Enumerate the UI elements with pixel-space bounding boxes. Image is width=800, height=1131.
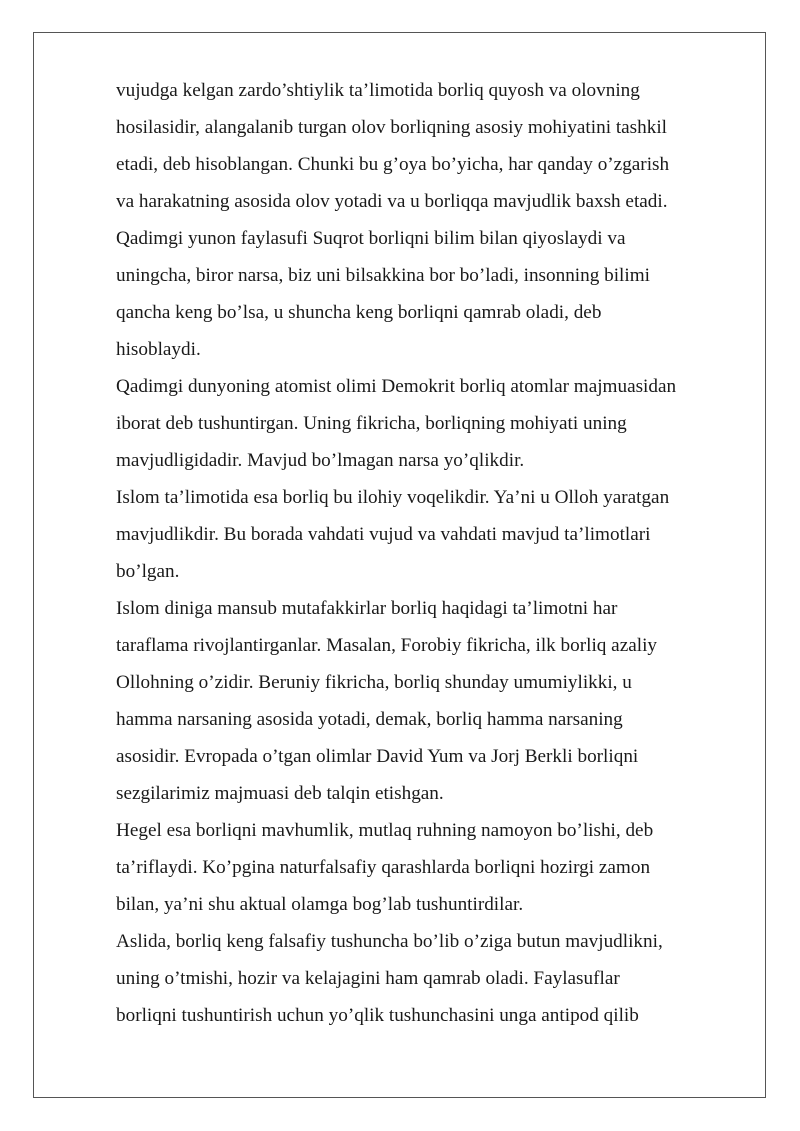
text-line: bilan, ya’ni shu aktual olamga bog’lab tushuntirdilar.: [116, 894, 524, 915]
text-line: borliqni tushuntirish uchun yo’qlik tushunchasini unga antipod qilib: [116, 1005, 639, 1026]
document-body: [116, 72, 756, 1034]
text-line: sezgilarimiz majmuasi deb talqin etishgan.: [116, 783, 444, 804]
text-line: hisoblaydi.: [116, 339, 201, 360]
text-line: qancha keng bo’lsa, u shuncha keng borliqni qamrab oladi, deb: [116, 302, 602, 323]
text-line: bo’lgan.: [116, 561, 180, 582]
text-line: mavjudligidadir. Mavjud bo’lmagan narsa yo’qlikdir.: [116, 450, 525, 471]
text-line: Hegel esa borliqni mavhumlik, mutlaq ruhning namoyon bo’lishi, deb: [116, 820, 654, 841]
text-line: etadi, deb hisoblangan. Chunki bu g’oya bo’yicha, har qanday o’zgarish: [116, 154, 670, 175]
text-line: Islom ta’limotida esa borliq bu ilohiy voqelikdir. Ya’ni u Olloh yaratgan: [116, 487, 670, 508]
text-line: uningcha, biror narsa, biz uni bilsakkina bor bo’ladi, insonning bilimi: [116, 265, 650, 286]
text-line: hosilasidir, alangalanib turgan olov borliqning asosiy mohiyatini tashkil: [116, 117, 667, 138]
text-line: hamma narsaning asosida yotadi, demak, borliq hamma narsaning: [116, 709, 623, 730]
text-line: ta’riflaydi. Ko’pgina naturfalsafiy qarashlarda borliqni hozirgi zamon: [116, 857, 651, 878]
text-line: iborat deb tushuntirgan. Uning fikricha, borliqning mohiyati uning: [116, 413, 627, 434]
text-line: Qadimgi dunyoning atomist olimi Demokrit borliq atomlar majmuasidan: [116, 376, 677, 397]
text-line: uning o’tmishi, hozir va kelajagini ham qamrab oladi. Faylasuflar: [116, 968, 620, 989]
text-line: mavjudlikdir. Bu borada vahdati vujud va vahdati mavjud ta’limotlari: [116, 524, 651, 545]
text-line: Islom diniga mansub mutafakkirlar borliq haqidagi ta’limotni har: [116, 598, 618, 619]
text-line: asosidir. Evropada o’tgan olimlar David Yum va Jorj Berkli borliqni: [116, 746, 639, 767]
text-line: va harakatning asosida olov yotadi va u borliqqa mavjudlik baxsh etadi.: [116, 191, 668, 212]
text-line: Ollohning o’zidir. Beruniy fikricha, borliq shunday umumiylikki, u: [116, 672, 632, 693]
text-line: Aslida, borliq keng falsafiy tushuncha bo’lib o’ziga butun mavjudlikni,: [116, 931, 663, 952]
text-line: taraflama rivojlantirganlar. Masalan, Forobiy fikricha, ilk borliq azaliy: [116, 635, 657, 656]
text-line: vujudga kelgan zardo’shtiylik ta’limotida borliq quyosh va olovning: [116, 80, 640, 101]
text-line: Qadimgi yunon faylasufi Suqrot borliqni bilim bilan qiyoslaydi va: [116, 228, 626, 249]
